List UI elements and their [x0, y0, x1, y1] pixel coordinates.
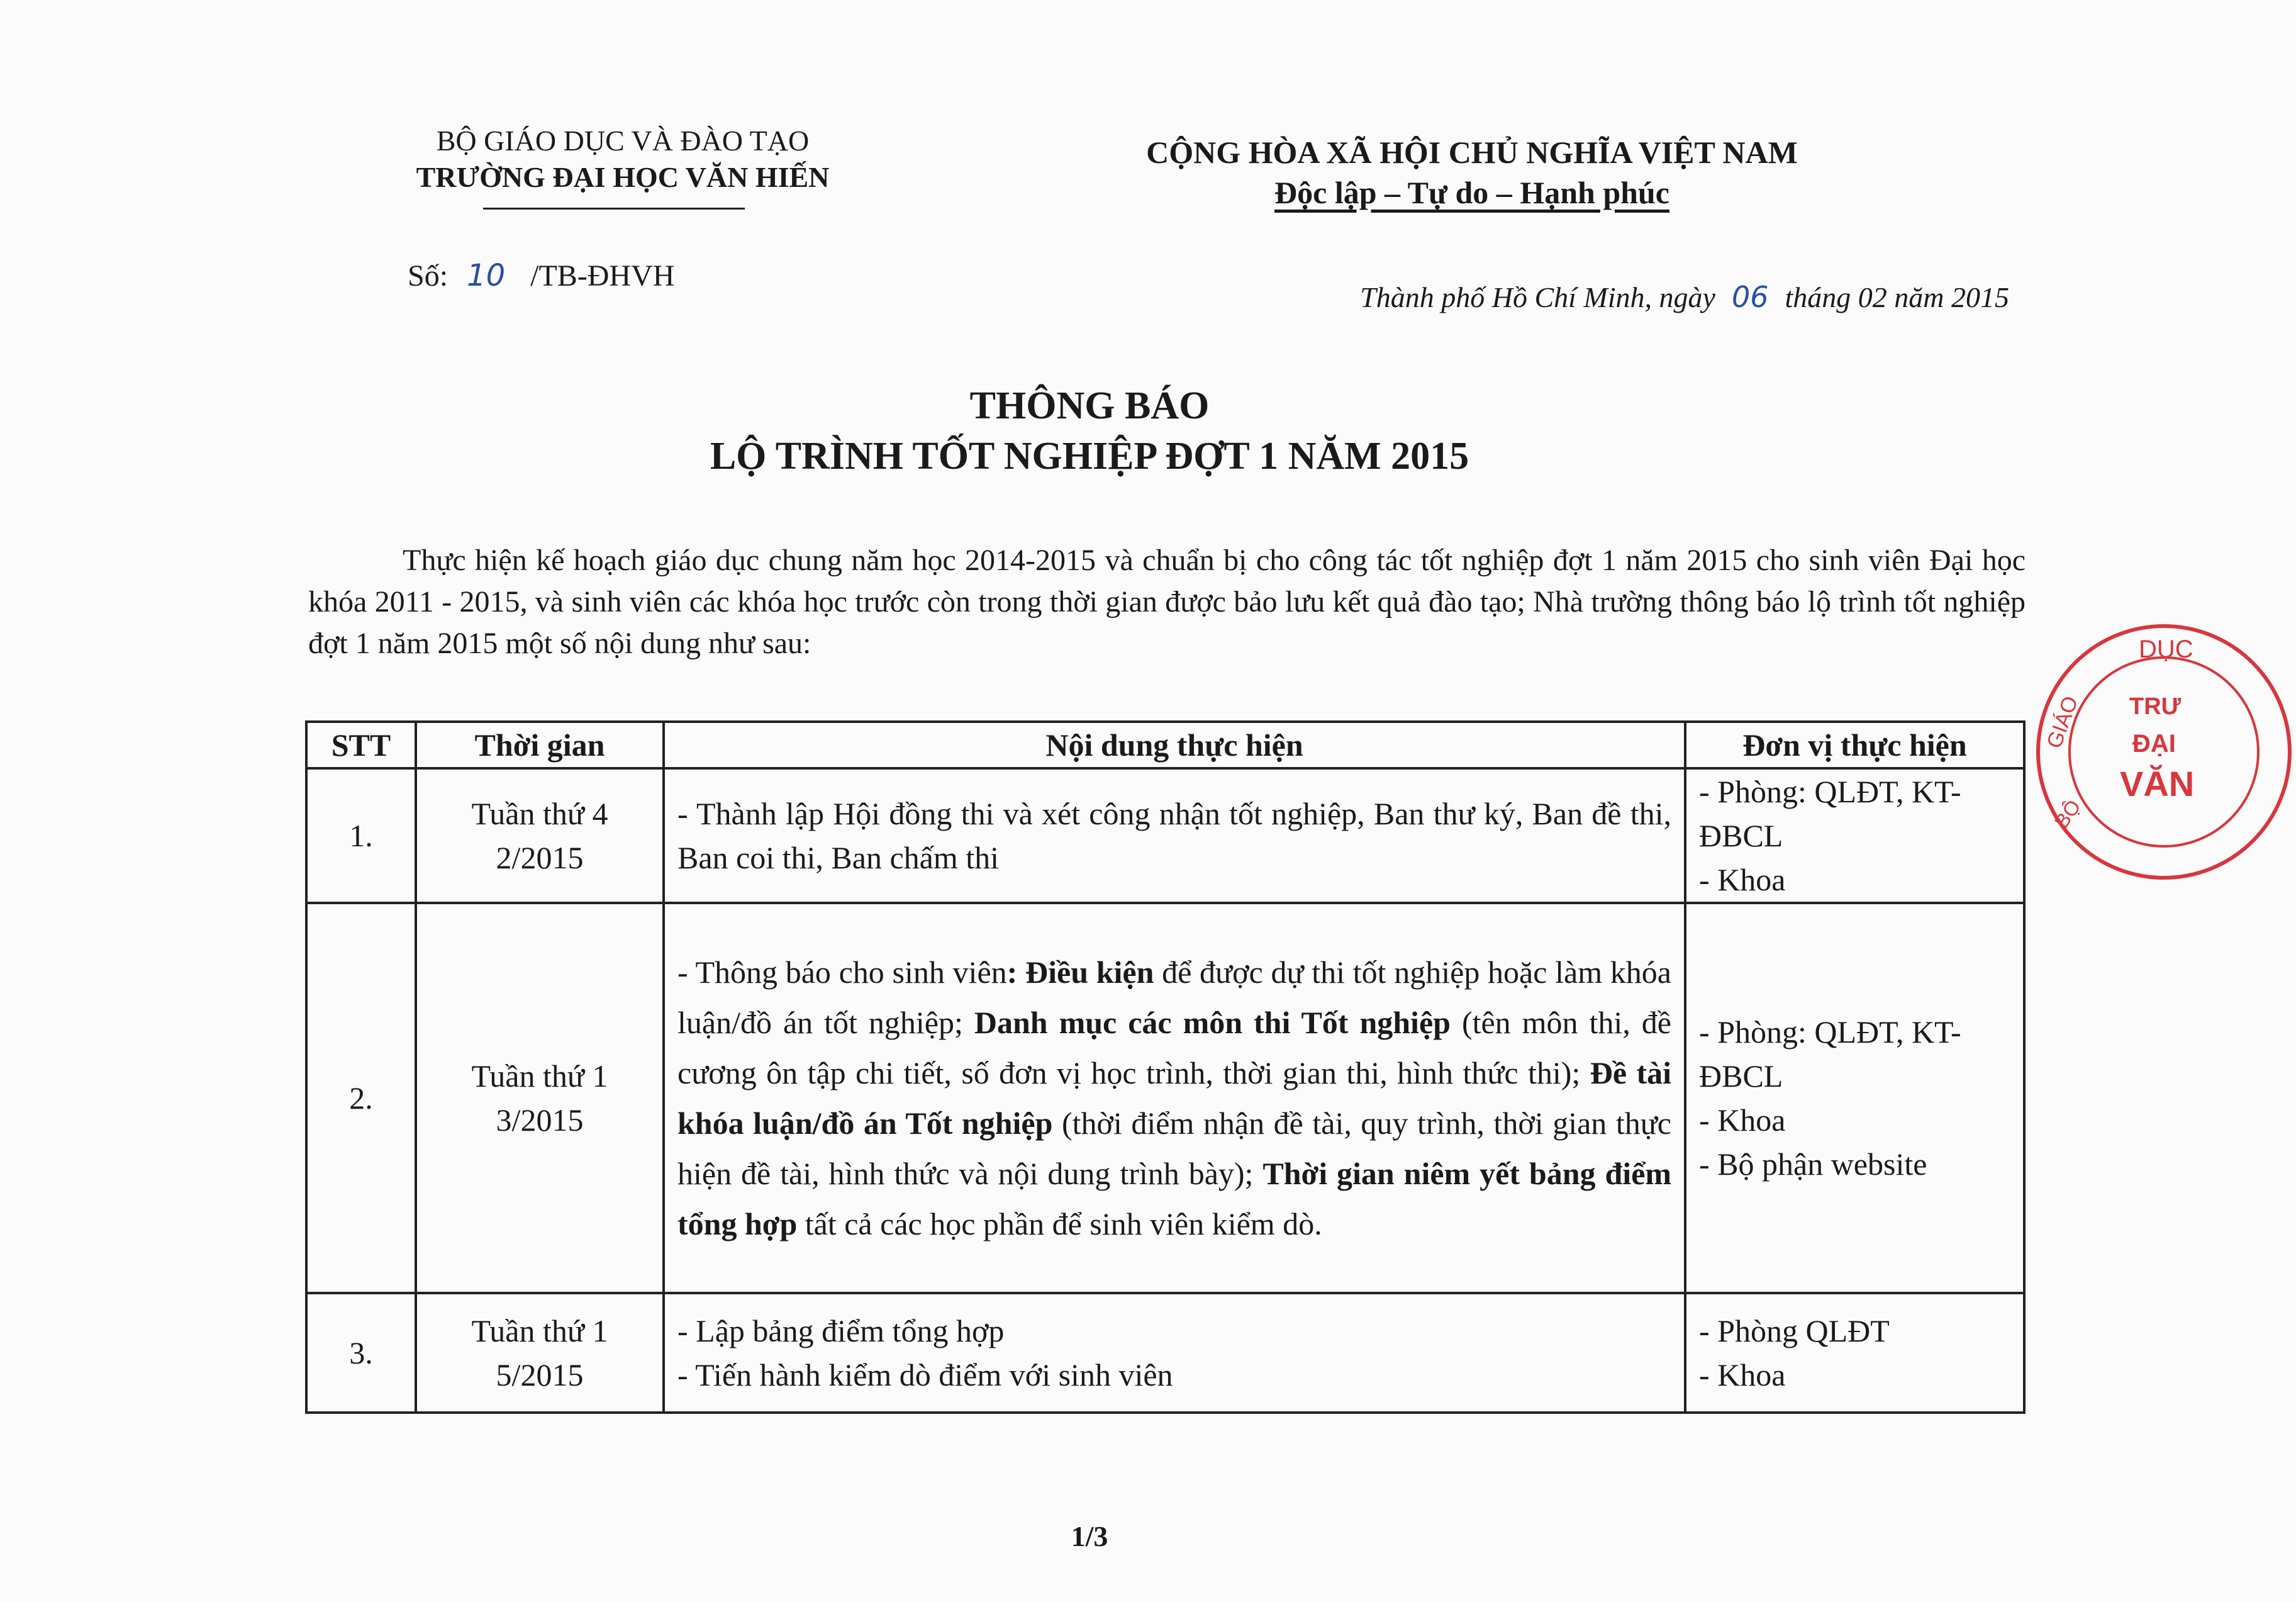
header-time: Thời gian — [416, 722, 664, 768]
unit-line: - Phòng QLĐT — [1699, 1313, 1890, 1348]
seal-text: VĂN — [2120, 764, 2195, 804]
header-content: Nội dung thực hiện — [664, 722, 1685, 768]
row-content — [664, 1293, 1685, 1413]
seal-text: GIÁO — [2042, 693, 2083, 752]
dateline — [1360, 280, 2009, 314]
content-line: - Lập bảng điểm tổng hợp — [677, 1313, 1005, 1348]
content-text: tất cả các học phần để sinh viên kiểm dò. — [797, 1206, 1322, 1241]
issuer-block — [352, 123, 893, 196]
seal-text: DỤC — [2139, 636, 2193, 663]
row-time-month: 3/2015 — [496, 1102, 584, 1138]
country-name: CỘNG HÒA XÃ HỘI CHỦ NGHĨA VIỆT NAM — [1146, 135, 1798, 170]
unit-line: - Khoa — [1699, 1102, 1786, 1138]
row-time — [416, 1293, 664, 1413]
doc-number-suffix: /TB-ĐHVH — [530, 259, 675, 293]
row-stt: 2. — [306, 903, 416, 1293]
issuer-underline — [483, 208, 745, 210]
content-bold-exam-list: Danh mục các môn thi Tốt nghiệp — [974, 1005, 1451, 1040]
unit-line: - Phòng: QLĐT, KT-ĐBCL — [1699, 774, 1961, 853]
content-line: - Tiến hành kiểm dò điểm với sinh viên — [677, 1357, 1173, 1392]
schedule-table — [305, 720, 2026, 1414]
doc-number-prefix: Số: — [408, 259, 449, 293]
row-unit — [1685, 768, 2024, 903]
dateline-prefix: Thành phố Hồ Chí Minh, ngày — [1360, 281, 1715, 313]
row-unit — [1685, 1293, 2024, 1413]
seal-text: BỘ — [2049, 795, 2085, 832]
content-text: (tên môn thi, đề cương ôn tập chi tiết, số đơn vị học trình, thời gian thi, hình thức thi); — [677, 1005, 1671, 1090]
table-row — [306, 1293, 2024, 1413]
ministry-name: BỘ GIÁO DỤC VÀ ĐÀO TẠO — [436, 125, 810, 157]
row-time-month: 5/2015 — [496, 1357, 584, 1392]
table-row — [306, 768, 2024, 903]
doc-number-handwritten: 10 — [467, 258, 506, 293]
content-text: - Thông báo cho sinh viên — [677, 955, 1007, 990]
row-content — [664, 903, 1685, 1293]
row-time — [416, 768, 664, 903]
document-number — [408, 258, 674, 293]
row-content: - Thành lập Hội đồng thi và xét công nhận tốt nghiệp, Ban thư ký, Ban đề thi, Ban coi thi, Ban chấm thi — [664, 768, 1685, 903]
table-row — [306, 903, 2024, 1293]
unit-line: - Khoa — [1699, 1357, 1786, 1392]
content-bold-thesis: Đề tài khóa luận/đồ án Tốt nghiệp — [677, 1055, 1671, 1141]
table-header-row — [306, 722, 2024, 768]
intro-paragraph: Thực hiện kế hoạch giáo dục chung năm học 2014-2015 và chuẩn bị cho công tác tốt nghiệp đợt 1 năm 2015 cho sinh viên Đại học khóa 2011 - 2015, và sinh viên các khóa học trước còn trong thời gian được bảo lưu kết quả đào tạo; Nhà trường thông báo lộ trình tốt nghiệp đợt 1 năm 2015 một số nội dung như sau: — [308, 544, 2026, 660]
row-stt: 3. — [306, 1293, 416, 1413]
seal-text: ĐẠI — [2132, 730, 2176, 758]
content-bold-condition: : Điều kiện — [1006, 955, 1154, 990]
row-time-week: Tuần thứ 1 — [471, 1058, 608, 1094]
row-time — [416, 903, 664, 1293]
school-seal-stamp — [2032, 620, 2296, 884]
dateline-suffix: tháng 02 năm 2015 — [1785, 281, 2009, 313]
header-unit: Đơn vị thực hiện — [1685, 722, 2024, 768]
national-motto: Độc lập – Tự do – Hạnh phúc — [1274, 175, 1669, 210]
content-bold-grade-posting: Thời gian niêm yết bảng điểm tổng hợp — [677, 1156, 1671, 1241]
row-unit — [1685, 903, 2024, 1293]
unit-line: - Bộ phận website — [1699, 1146, 1927, 1182]
document-title: THÔNG BÁO — [969, 384, 1210, 427]
row-time-week: Tuần thứ 4 — [471, 796, 608, 831]
row-time-month: 2/2015 — [496, 840, 584, 875]
header-stt: STT — [306, 722, 416, 768]
page-number: 1/3 — [1071, 1520, 1108, 1552]
content-text: (thời điểm nhận đề tài, quy trình, thời gian thực hiện đề tài, hình thức và nội dung trình bày); — [677, 1106, 1672, 1191]
content-text: để được dự thi tốt nghiệp hoặc làm khóa luận/đồ án tốt nghiệp; — [677, 955, 1671, 1040]
unit-line: - Phòng: QLĐT, KT-ĐBCL — [1699, 1014, 1961, 1094]
document-subtitle: LỘ TRÌNH TỐT NGHIỆP ĐỢT 1 NĂM 2015 — [710, 435, 1469, 478]
unit-line: - Khoa — [1699, 862, 1786, 897]
seal-text: TRƯ — [2129, 693, 2182, 720]
school-name: TRƯỜNG ĐẠI HỌC VĂN HIẾN — [416, 161, 830, 193]
row-stt: 1. — [306, 768, 416, 903]
national-header — [1126, 132, 1818, 213]
dateline-day-handwritten: 06 — [1731, 280, 1769, 314]
row-time-week: Tuần thứ 1 — [471, 1313, 608, 1348]
